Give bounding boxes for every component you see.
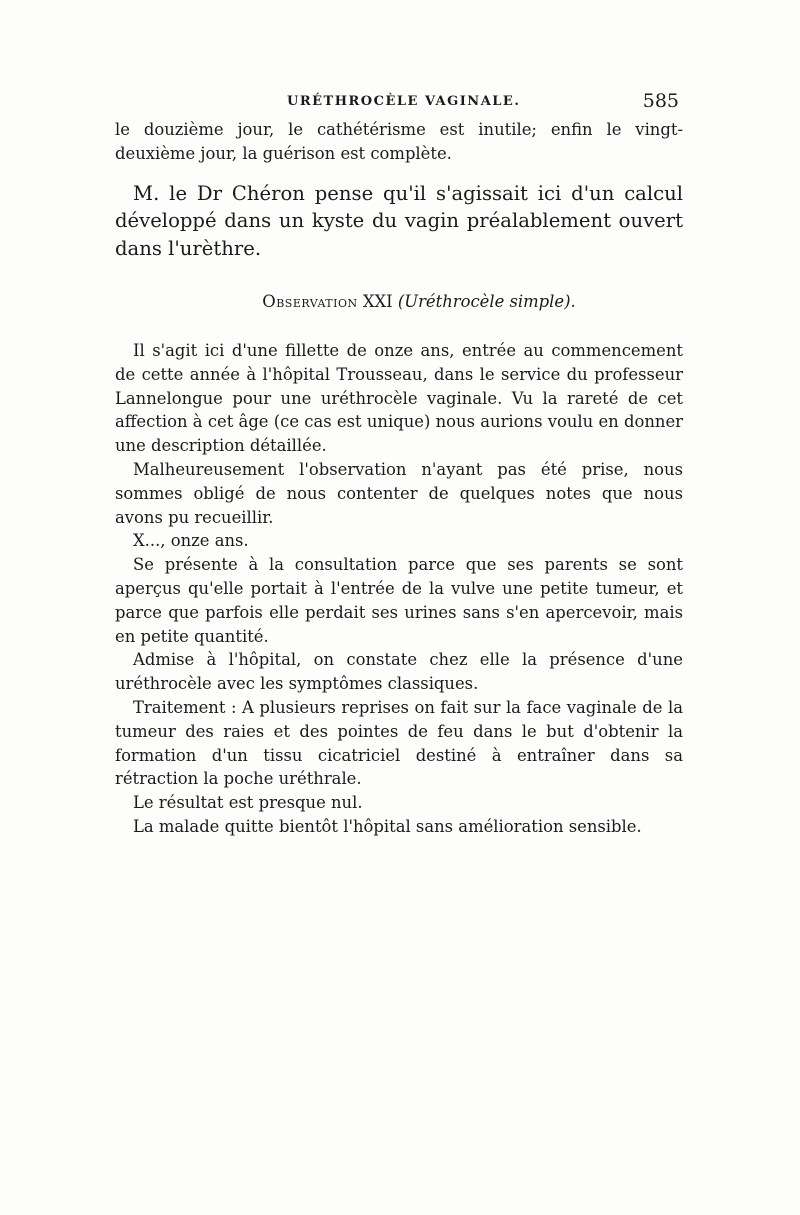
running-title: URÉTHROCÈLE VAGINALE. xyxy=(287,94,521,109)
body-paragraph: X..., onze ans. xyxy=(133,531,249,551)
body-paragraph: La malade quitte bientôt l'hôpital sans amélioration sensible. xyxy=(133,817,642,837)
body-paragraph: Il s'agit ici d'une fillette de onze ans, entrée au commencement de cette année à l'hôpital Trousseau, dans le service du professeur Lannelongue pour une uréthrocèle vaginale. Vu la rareté de cet affection à cet âge (ce cas est unique) nous aurions voulu en donner une description détaillée. xyxy=(115,341,683,456)
observation-label: Observation xyxy=(262,292,358,312)
continued-paragraph: le douzième jour, le cathétérisme est inutile; enfin le vingt-deuxième jour, la guérison est complète. xyxy=(115,120,683,163)
body-paragraph: Admise à l'hôpital, on constate chez elle la présence d'une uréthrocèle avec les symptômes classiques. xyxy=(115,650,683,694)
observation-number: XXI xyxy=(362,292,393,312)
cheron-paragraph: M. le Dr Chéron pense qu'il s'agissait ici d'un calcul développé dans un kyste du vagin préalablement ouvert dans l'urèthre. xyxy=(115,181,683,260)
observation-subtitle: (Uréthrocèle simple). xyxy=(397,292,576,312)
body-paragraph: Malheureusement l'observation n'ayant pas été prise, nous sommes obligé de nous contenter de quelques notes que nous avons pu recueillir. xyxy=(115,460,683,527)
text-block xyxy=(115,90,683,839)
body-paragraph: Le résultat est presque nul. xyxy=(133,793,363,813)
observation-heading xyxy=(115,292,683,311)
page-number: 585 xyxy=(642,90,679,112)
body-paragraph: Se présente à la consultation parce que ses parents se sont aperçus qu'elle portait à l'entrée de la vulve une petite tumeur, et parce que parfois elle perdait ses urines sans s'en apercevoir, mais en petite quantité. xyxy=(115,555,683,646)
running-head xyxy=(115,90,683,116)
body-paragraph: Traitement : A plusieurs reprises on fait sur la face vaginale de la tumeur des raies et des pointes de feu dans le but d'obtenir la formation d'un tissu cicatriciel destiné à entraîner dans sa rétraction la poche uréthrale. xyxy=(115,698,683,789)
